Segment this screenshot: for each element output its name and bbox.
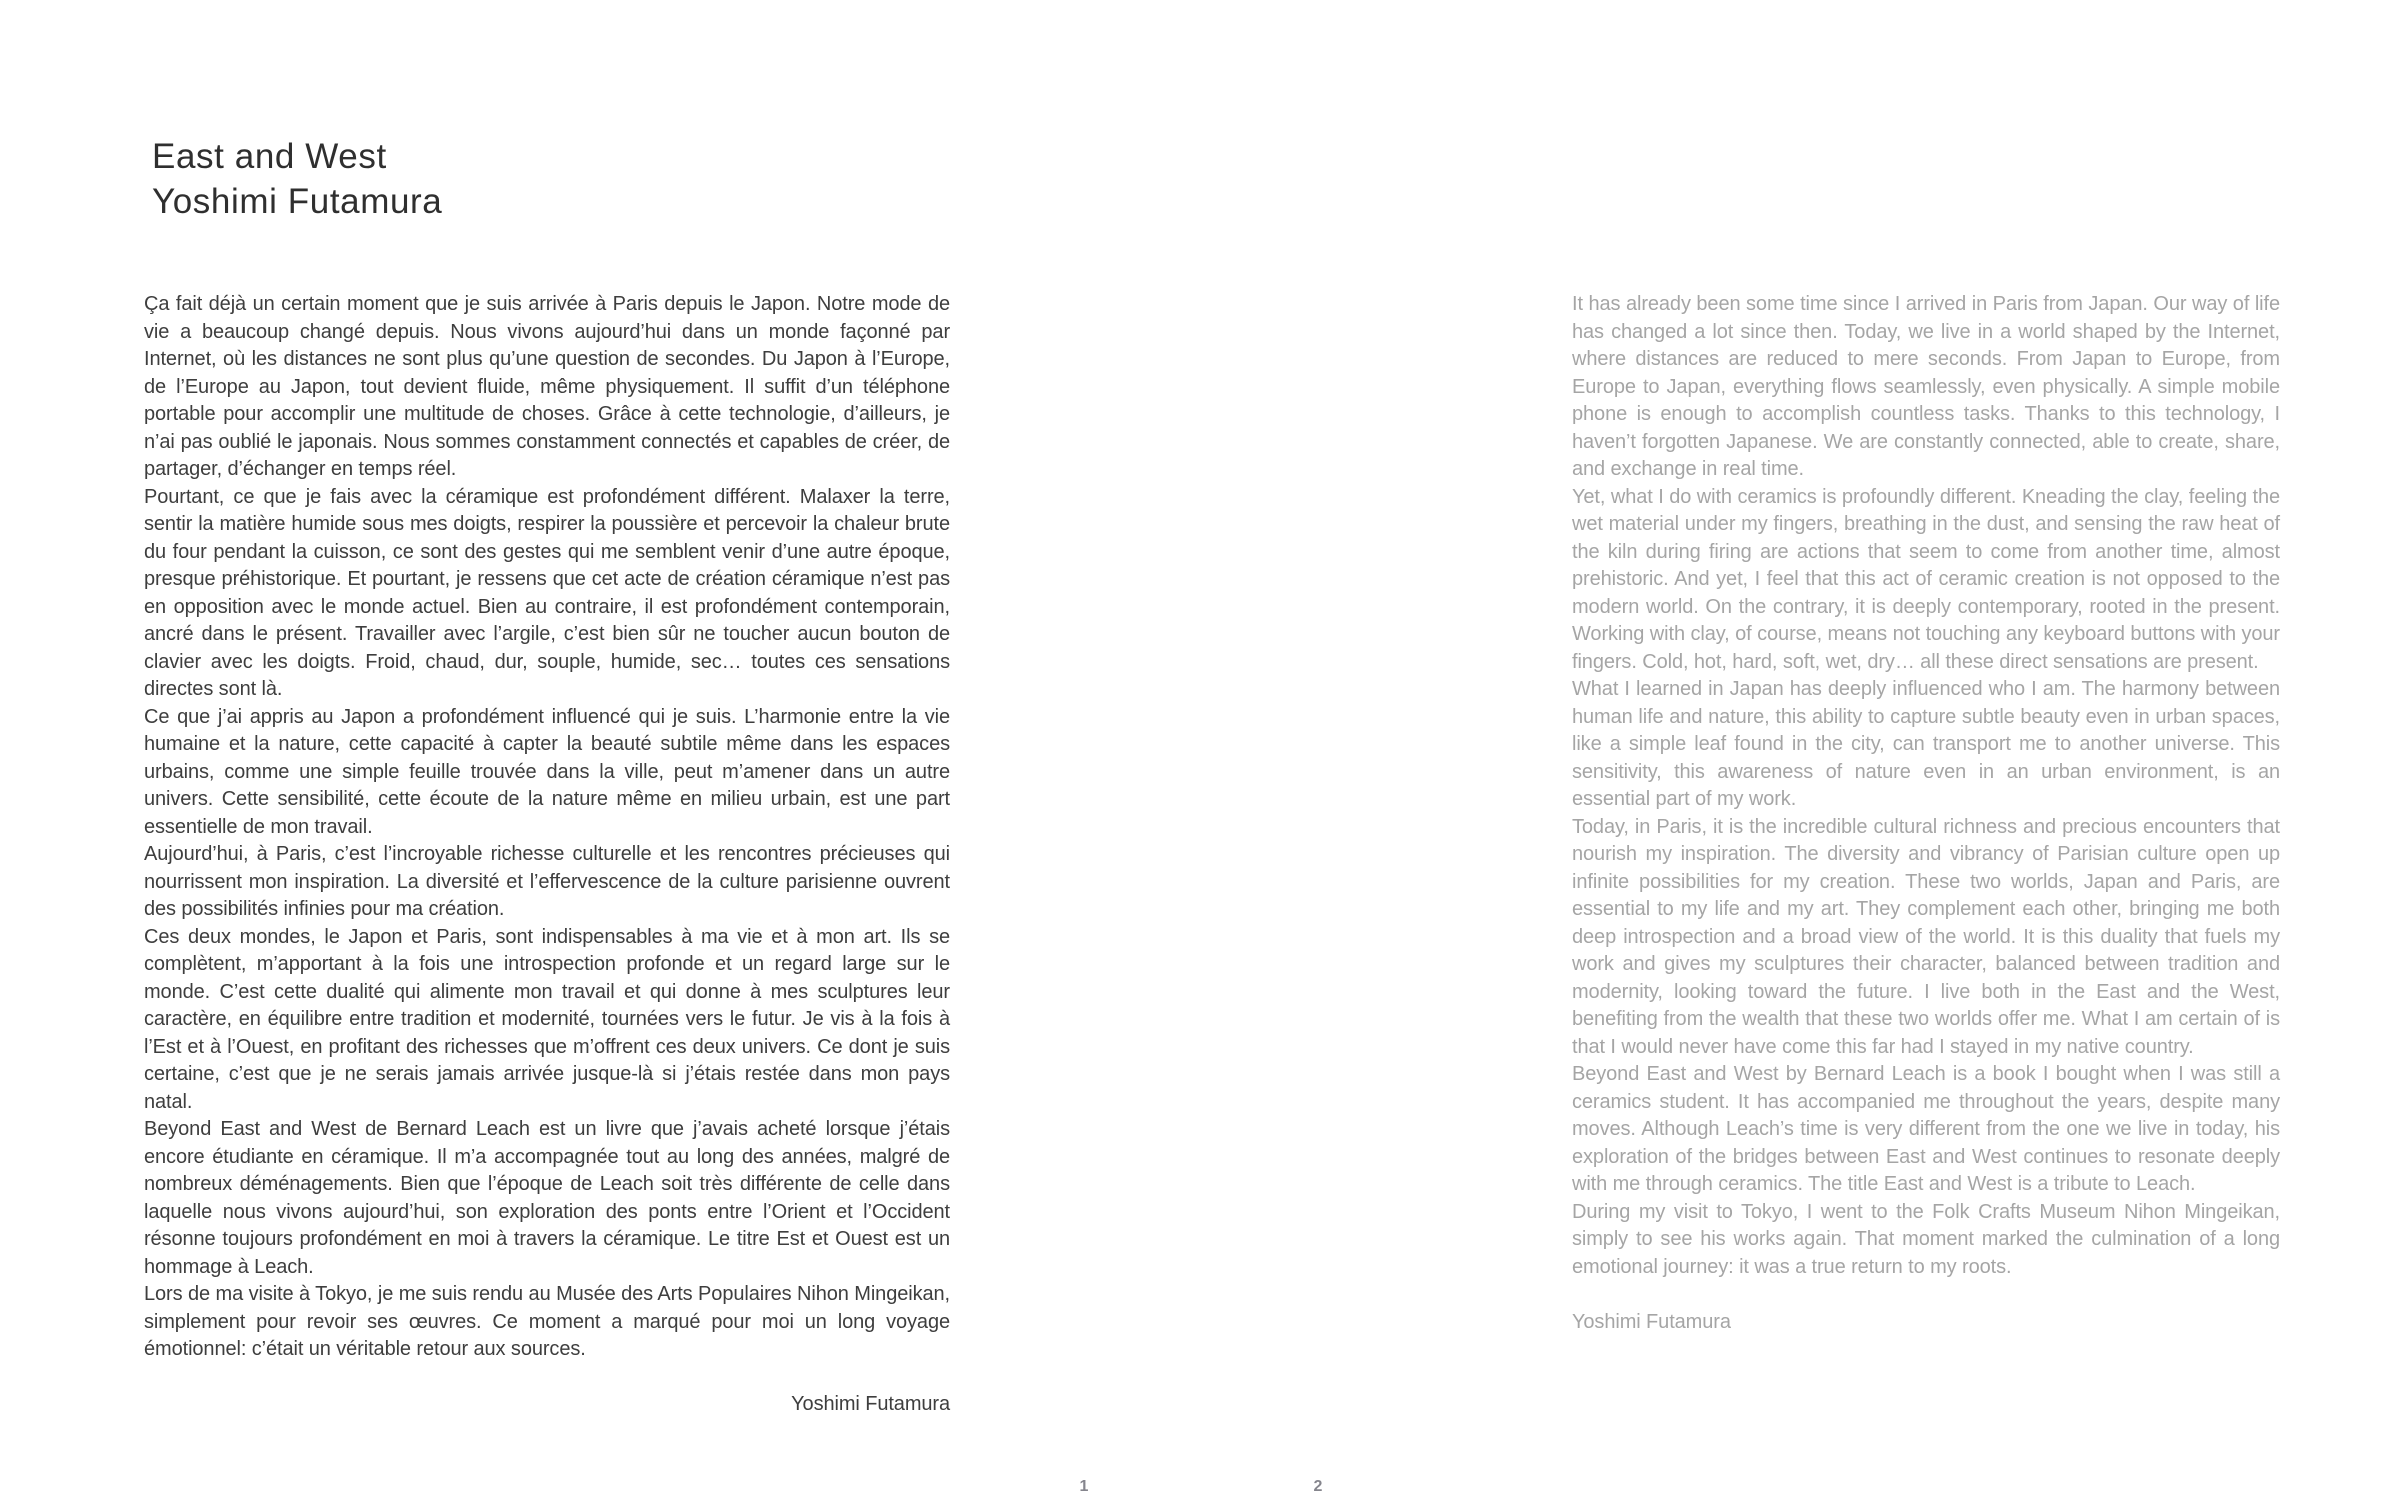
paragraph: Yet, what I do with ceramics is profoundly different. Kneading the clay, feeling the wet material under my fingers, breathing in the dust, and sensing the raw heat of the kiln during firing are actions that seem to come from another time, almost prehistoric. And yet, I feel that this act of ceramic creation is not opposed to the modern world. On the contrary, it is deeply contemporary, rooted in the present. Working with clay, of course, means not touching any keyboard buttons with your fingers. Cold, hot, hard, soft, wet, dry… all these direct sensations are present.: [1572, 485, 2280, 673]
page-number-left: 1: [1079, 1478, 1089, 1495]
english-signature: Yoshimi Futamura: [1572, 1310, 1731, 1333]
french-text-column: [144, 291, 950, 1419]
paragraph: Beyond East and West de Bernard Leach est un livre que j’avais acheté lorsque j’étais encore étudiante en céramique. Il m’a accompagnée tout au long des années, malgré de nombreux déménagements. Bien que l’époque de Leach soit très différente de celle dans laquelle nous vivons aujourd’hui, son exploration des ponts entre l’Orient et l’Occident résonne toujours profondément en moi à travers la céramique. Le titre Est et Ouest est un hommage à Leach.: [144, 1118, 950, 1278]
page-title-line-1: East and West: [152, 137, 387, 176]
paragraph: What I learned in Japan has deeply influenced who I am. The harmony between human life and nature, this ability to capture subtle beauty even in urban spaces, like a simple leaf found in the city, can transport me to another universe. This sensitivity, this awareness of nature even in an urban environment, is an essential part of my work.: [1572, 678, 2280, 810]
page-title: [152, 134, 442, 224]
paragraph: Beyond East and West by Bernard Leach is a book I bought when I was still a ceramics student. It has accompanied me throughout the years, despite many moves. Although Leach’s time is very different from the one we live in today, his exploration of the bridges between East and West continues to resonate deeply with me through ceramics. The title East and West is a tribute to Leach.: [1572, 1063, 2280, 1195]
paragraph: Ce que j’ai appris au Japon a profondément influencé qui je suis. L’harmonie entre la vie humaine et la nature, cette capacité à capter la beauté subtile même dans les espaces urbains, comme une simple feuille trouvée dans la ville, peut m’amener dans un autre univers. Cette sensibilité, cette écoute de la nature même en milieu urbain, est une part essentielle de mon travail.: [144, 705, 950, 838]
paragraph: Aujourd’hui, à Paris, c’est l’incroyable richesse culturelle et les rencontres précieuses qui nourrissent mon inspiration. La diversité et l’effervescence de la culture parisienne ouvrent des possibilités infinies pour ma création.: [144, 843, 950, 920]
french-paragraphs: [144, 291, 950, 1364]
english-text-column: [1572, 291, 2280, 1336]
page-number-right: 2: [1313, 1478, 1323, 1495]
paragraph: During my visit to Tokyo, I went to the Folk Crafts Museum Nihon Mingeikan, simply to see his works again. That moment marked the culmination of a long emotional journey: it was a true return to my roots.: [1572, 1200, 2280, 1278]
paragraph: Today, in Paris, it is the incredible cultural richness and precious encounters that nourish my inspiration. The diversity and vibrancy of Parisian culture open up infinite possibilities for my creation. These two worlds, Japan and Paris, are essential to my life and my art. They complement each other, bringing me both deep introspection and a broad view of the world. It is this duality that fuels my work and gives my sculptures their character, balanced between tradition and modernity, looking toward the future. I live both in the East and the West, benefiting from the wealth that these two worlds offer me. What I am certain of is that I would never have come this far had I stayed in my native country.: [1572, 815, 2280, 1058]
french-signature: Yoshimi Futamura: [791, 1393, 950, 1415]
paragraph: It has already been some time since I arrived in Paris from Japan. Our way of life has changed a lot since then. Today, we live in a world shaped by the Internet, where distances are reduced to mere seconds. From Japan to Europe, from Europe to Japan, everything flows seamlessly, even physically. A simple mobile phone is enough to accomplish countless tasks. Thanks to this technology, I haven’t forgotten Japanese. We are constantly connected, able to create, share, and exchange in real time.: [1572, 293, 2280, 480]
page-title-line-2: Yoshimi Futamura: [152, 182, 443, 221]
paragraph: Ces deux mondes, le Japon et Paris, sont indispensables à ma vie et à mon art. Ils se complètent, m’apportant à la fois une introspection profonde et un regard large sur le monde. C’est cette dualité qui alimente mon travail et qui donne à mes sculptures leur caractère, en équilibre entre tradition et modernité, tournées vers le futur. Je vis à la fois à l’Est et à l’Ouest, en profitant des richesses que m’offrent ces deux univers. Ce dont je suis certaine, c’est que je ne serais jamais arrivée jusque-là si j’étais restée dans mon pays natal.: [144, 925, 950, 1113]
paragraph: Lors de ma visite à Tokyo, je me suis rendu au Musée des Arts Populaires Nihon Mingeikan, simplement pour revoir ses œuvres. Ce moment a marqué pour moi un long voyage émotionnel: c’était un véritable retour aux sources.: [144, 1283, 950, 1360]
english-paragraphs: [1572, 291, 2280, 1281]
paragraph: Pourtant, ce que je fais avec la céramique est profondément différent. Malaxer la terre, sentir la matière humide sous mes doigts, respirer la poussière et percevoir la chaleur brute du four pendant la cuisson, ce sont des gestes qui me semblent venir d’une autre époque, presque préhistorique. Et pourtant, je ressens que cet acte de création céramique n’est pas en opposition avec le monde actuel. Bien au contraire, il est profondément contemporain, ancré dans le présent. Travailler avec l’argile, c’est bien sûr ne toucher aucun bouton de clavier avec les doigts. Froid, chaud, dur, souple, humide, sec… toutes ces sensations directes sont là.: [144, 485, 950, 700]
paragraph: Ça fait déjà un certain moment que je suis arrivée à Paris depuis le Japon. Notre mode de vie a beaucoup changé depuis. Nous vivons aujourd’hui dans un monde façonné par Internet, où les distances ne sont plus qu’une question de secondes. Du Japon à l’Europe, de l’Europe au Japon, tout devient fluide, même physiquement. Il suffit d’un téléphone portable pour accomplir une multitude de choses. Grâce à cette technologie, d’ailleurs, je n’ai pas oublié le japonais. Nous sommes constamment connectés et capables de créer, de partager, d’échanger en temps réel.: [144, 293, 950, 480]
